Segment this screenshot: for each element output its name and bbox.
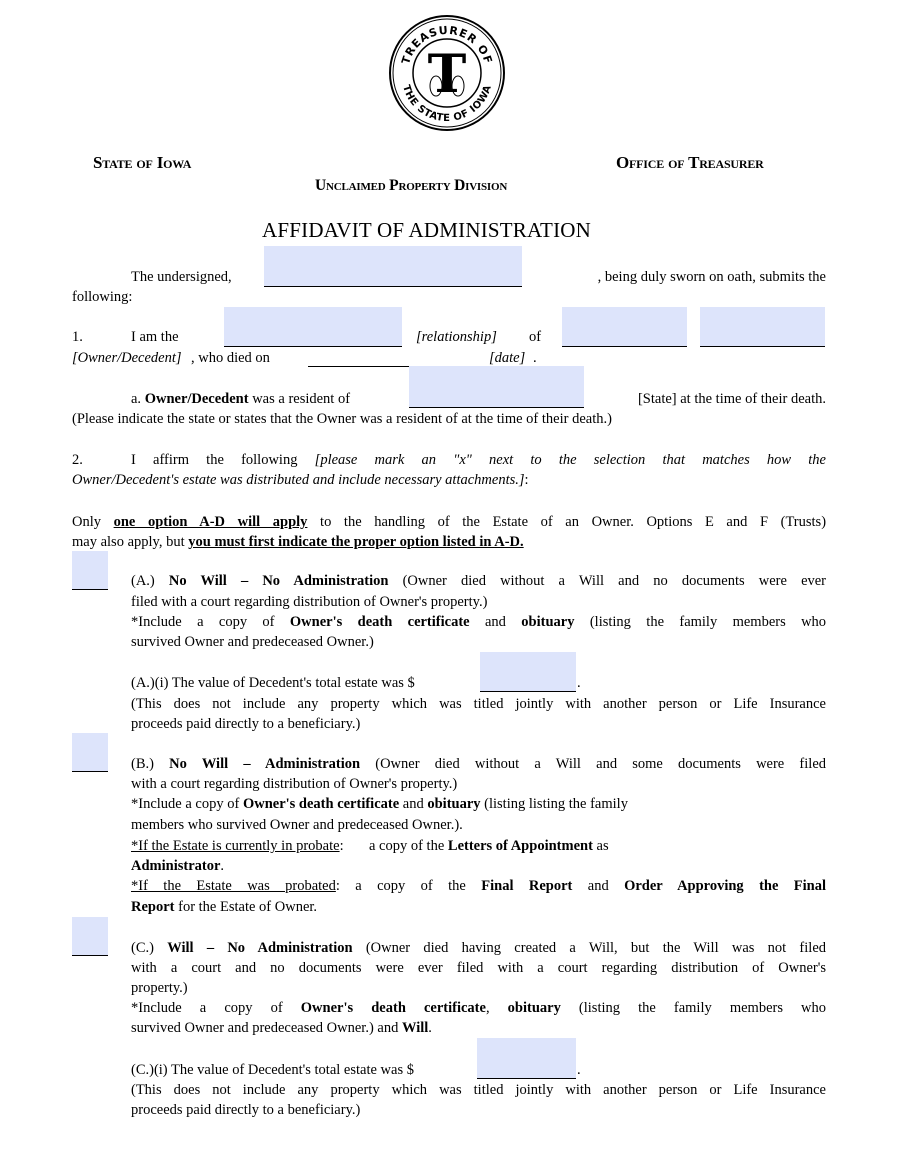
date-label: [date] bbox=[489, 350, 526, 366]
option-b-line6 bbox=[131, 856, 224, 876]
header-right: Office of Treasurer bbox=[616, 153, 764, 172]
seal-logo bbox=[388, 14, 506, 132]
item2-line2 bbox=[72, 470, 529, 490]
option-b-l3-d: (listing listing the family bbox=[484, 796, 628, 812]
option-b-l8-report: Report bbox=[131, 899, 175, 915]
option-c-l5-end: . bbox=[428, 1020, 432, 1036]
option-a-line4: survived Owner and predeceased Owner.) bbox=[131, 634, 374, 650]
option-b-l1: (Owner died without a Will and some documents were filed bbox=[375, 756, 827, 772]
option-b-l5-as: as bbox=[596, 838, 609, 854]
option-c-label: (C.) bbox=[131, 940, 154, 956]
only-l1-a: Only bbox=[72, 514, 101, 530]
option-a-value-end: . bbox=[577, 675, 581, 691]
option-b-label: (B.) bbox=[131, 756, 154, 772]
option-a-label: (A.) bbox=[131, 573, 155, 589]
option-c-l4-d: (listing the family members who bbox=[578, 1000, 827, 1016]
item2-line1 bbox=[131, 450, 826, 470]
intro-pre: The undersigned, bbox=[131, 269, 232, 285]
item1-i-am-the: I am the bbox=[131, 329, 179, 345]
option-a-checkbox[interactable] bbox=[72, 551, 108, 590]
intro-line2: following: bbox=[72, 289, 133, 305]
item1a-bold: Owner/Decedent bbox=[144, 391, 249, 407]
option-b-l7-and: and bbox=[587, 878, 609, 894]
item2-italic-2: Owner/Decedent's estate was distributed and include necessary attachments.] bbox=[72, 472, 525, 488]
item1a-post: [State] at the time of their death. bbox=[637, 391, 826, 407]
owner-last-name-field[interactable] bbox=[700, 307, 825, 347]
option-b-line1 bbox=[131, 754, 826, 774]
item1-period: . bbox=[533, 350, 537, 366]
option-b-line5 bbox=[131, 836, 609, 856]
option-c-l4-a: *Include a copy of bbox=[131, 1000, 283, 1016]
option-a-l3-death-cert: death certificate bbox=[357, 614, 470, 630]
item1a-prefix: a. bbox=[131, 391, 142, 407]
option-c-title: Will – No Administration bbox=[167, 940, 353, 956]
option-c-l5-a: survived Owner and predeceased Owner.) and bbox=[131, 1020, 399, 1036]
option-b-l3-a: *Include a copy of bbox=[131, 796, 240, 812]
item1a-mid: was a resident of bbox=[252, 391, 351, 407]
option-b-l6-administrator: Administrator bbox=[131, 858, 221, 874]
option-a-l3-and: and bbox=[484, 614, 506, 630]
option-c-value-label: (C.)(i) The value of Decedent's total estate was $ bbox=[131, 1062, 414, 1078]
died-on-label: , who died on bbox=[191, 350, 270, 366]
resident-state-field[interactable] bbox=[409, 366, 584, 408]
option-b-checkbox[interactable] bbox=[72, 733, 108, 772]
intro-post: , being duly sworn on oath, submits the bbox=[597, 269, 826, 285]
only-line1 bbox=[72, 512, 826, 532]
option-b-l5-a: : a copy of the bbox=[339, 838, 445, 854]
only-l1-b: to the handling of the Estate of an Owner. Options E and F (Trusts) bbox=[320, 514, 827, 530]
option-c-line2: with a court and no documents were ever filed with a court regarding distribution of Owner's bbox=[131, 960, 826, 976]
only-l2-underline: you must first indicate the proper option listed in A-D. bbox=[188, 534, 524, 550]
option-c-l4-death-cert: death certificate bbox=[371, 1000, 486, 1016]
page-title: AFFIDAVIT OF ADMINISTRATION bbox=[262, 218, 591, 242]
item1a-line2: (Please indicate the state or states that the Owner was a resident of at the time of their death.) bbox=[72, 411, 612, 427]
owner-decedent-label: [Owner/Decedent] bbox=[72, 350, 182, 366]
option-b-l7-a: : a copy of the bbox=[335, 878, 466, 894]
option-b-line2: with a court regarding distribution of Owner's property.) bbox=[131, 776, 458, 792]
item1-of: of bbox=[529, 329, 542, 345]
seal-bottom-text: THE STATE OF IOWA bbox=[400, 83, 494, 125]
seal-top-text: TREASURER OF bbox=[399, 23, 495, 66]
option-b-l7-order: Order Approving the Final bbox=[624, 878, 827, 894]
option-b-l3-obituary: obituary bbox=[427, 796, 481, 812]
option-b-line4: members who survived Owner and predeceased Owner.). bbox=[131, 817, 463, 833]
option-b-title: No Will – Administration bbox=[169, 756, 361, 772]
option-a-value-field[interactable] bbox=[480, 652, 576, 692]
option-c-value-field[interactable] bbox=[477, 1038, 576, 1079]
only-line2 bbox=[72, 532, 524, 552]
only-l2-a: may also apply, but bbox=[72, 534, 185, 550]
header-center: Unclaimed Property Division bbox=[315, 177, 508, 194]
option-a-title: No Will – No Administration bbox=[168, 573, 389, 589]
option-a-l3-owner: Owner's bbox=[289, 614, 343, 630]
item2-plain: I affirm the following bbox=[131, 452, 298, 468]
option-c-note2: proceeds paid directly to a beneficiary.) bbox=[131, 1102, 361, 1118]
option-c-l5-will: Will bbox=[401, 1020, 429, 1036]
undersigned-name-field[interactable] bbox=[264, 246, 522, 287]
option-c-line3: property.) bbox=[131, 980, 188, 996]
option-a-l1: (Owner died without a Will and no documents were ever bbox=[402, 573, 827, 589]
item1-number: 1. bbox=[72, 329, 83, 345]
option-b-l3-and: and bbox=[402, 796, 424, 812]
option-c-l1: (Owner died having created a Will, but the Will was not filed bbox=[365, 940, 827, 956]
owner-first-name-field[interactable] bbox=[562, 307, 687, 347]
option-a-note1: (This does not include any property which was titled jointly with another person or Life Insurance bbox=[131, 696, 826, 712]
option-c-l4-comma: , bbox=[485, 1000, 490, 1016]
option-c-note1: (This does not include any property which was titled jointly with another person or Life Insurance bbox=[131, 1082, 826, 1098]
item1a-line1 bbox=[131, 389, 350, 409]
option-c-value-end: . bbox=[577, 1062, 581, 1078]
option-c-checkbox[interactable] bbox=[72, 917, 108, 956]
item2-number: 2. bbox=[72, 452, 83, 468]
option-b-l8-a: for the Estate of Owner. bbox=[178, 899, 318, 915]
only-l1-underline: one option A-D will apply bbox=[113, 514, 308, 530]
option-b-l6-end: . bbox=[220, 858, 225, 874]
option-b-line8 bbox=[131, 897, 317, 917]
option-b-l3-death-cert: death certificate bbox=[298, 796, 400, 812]
option-a-l3-d: (listing the family members who bbox=[589, 614, 827, 630]
relationship-label: [relationship] bbox=[416, 329, 497, 345]
option-a-note2: proceeds paid directly to a beneficiary.) bbox=[131, 716, 361, 732]
option-c-l4-owner: Owner's bbox=[300, 1000, 354, 1016]
option-b-l5-underline: *If the Estate is currently in probate bbox=[131, 838, 340, 854]
option-c-line5 bbox=[131, 1018, 432, 1038]
option-a-line3 bbox=[131, 612, 826, 632]
option-b-l7-underline: *If the Estate was probated bbox=[131, 878, 336, 894]
relationship-field[interactable] bbox=[224, 307, 402, 347]
option-b-l7-final-report: Final Report bbox=[481, 878, 573, 894]
option-b-line3 bbox=[131, 794, 628, 814]
option-a-line1 bbox=[131, 571, 826, 591]
option-b-l3-owner: Owner's bbox=[242, 796, 296, 812]
option-b-l5-letters: Letters of Appointment bbox=[447, 838, 593, 854]
option-b-line7 bbox=[131, 876, 826, 896]
option-a-l3-a: *Include a copy of bbox=[131, 614, 275, 630]
option-c-l4-obituary: obituary bbox=[507, 1000, 561, 1016]
option-a-l3-obituary: obituary bbox=[521, 614, 575, 630]
option-c-line4 bbox=[131, 998, 826, 1018]
item2-colon: : bbox=[524, 472, 529, 488]
treasurer-seal bbox=[388, 14, 506, 132]
header-left: State of Iowa bbox=[93, 153, 192, 172]
seal-letter: T bbox=[427, 44, 467, 105]
option-a-line2: filed with a court regarding distribution of Owner's property.) bbox=[131, 594, 488, 610]
option-c-line1 bbox=[131, 938, 826, 958]
option-a-value-label: (A.)(i) The value of Decedent's total estate was $ bbox=[131, 675, 415, 691]
option-c-l4-deathcert-wrap bbox=[371, 1000, 486, 1016]
item2-italic: [please mark an "x" next to the selection that matches how the bbox=[314, 452, 826, 468]
